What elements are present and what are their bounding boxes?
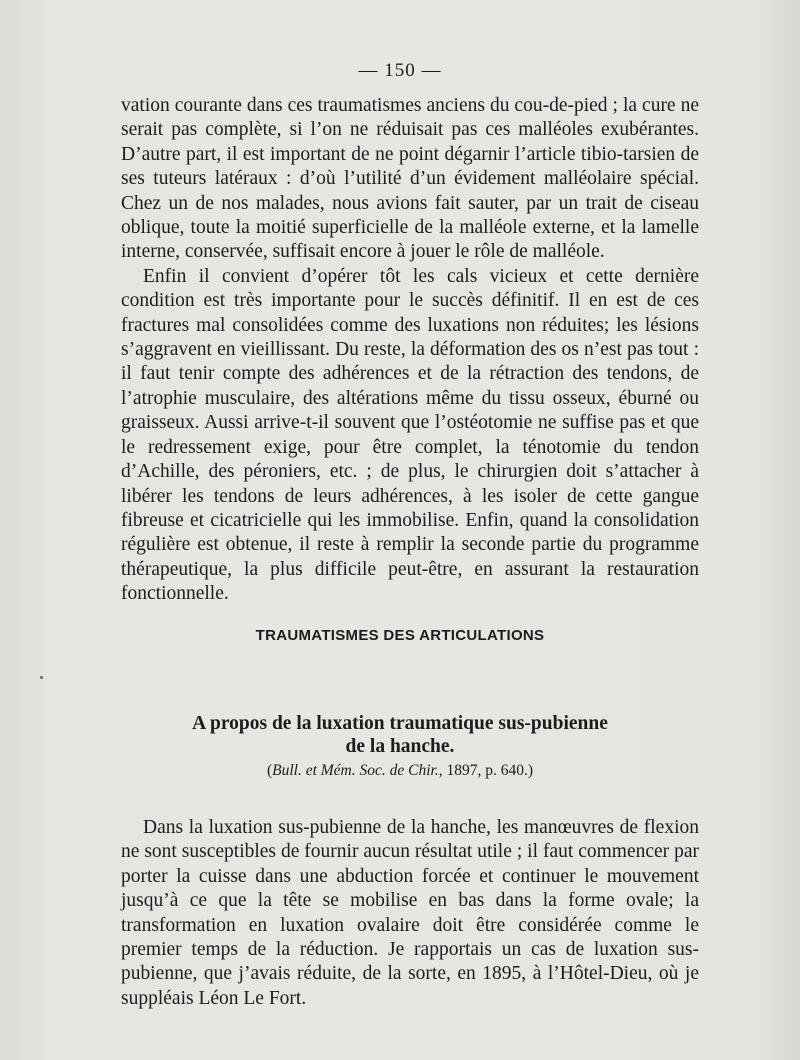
article-title-line-1: A propos de la luxation traumatique sus-pubienne [192,713,608,734]
article-title [0,712,800,758]
body-text-top [121,94,699,607]
print-speck [40,676,43,679]
bibliographic-reference [0,762,800,780]
paragraph-cals-vicieux: Enfin il convient d’opérer tôt les cals vicieux et cette dernière condition est très importante pour le succès définitif. Il en est de ces fractures mal consolidées comme des luxations non réduites; les lésions s’aggravent en vieillissant. Du reste, la déformation des os n’est pas tout : il faut tenir compte des adhérences et de la rétraction des tendons, de l’atrophie musculaire, des altérations même du tissu osseux, éburné ou graisseux. Aussi arrive-t-il souvent que l’ostéotomie ne suffise pas et que le redressement exige, pour être complet, la ténotomie du tendon d’Achille, des péroniers, etc. ; de plus, le chirurgien doit s’attacher à libérer les tendons de leurs adhérences, à les isoler de cette gangue fibreuse et cicatricielle qui les immobilise. Enfin, quand la consolidation régulière est obtenue, il reste à remplir la seconde partie du programme thérapeutique, la plus difficile peut-être, en assurant la restauration fonctionnelle. [121,265,699,605]
section-heading: TRAUMATISMES DES ARTICULATIONS [255,627,545,644]
article-title-line-2: de la hanche. [345,736,455,757]
body-text-bottom [121,816,699,1011]
reference-open: ( [266,762,273,779]
reference-details: , 1897, p. 640.) [438,762,534,779]
page-number: — 150 — [358,60,442,81]
reference-journal: Bull. et Mém. Soc. de Chir. [272,762,439,779]
paragraph-continued: vation courante dans ces traumatismes anciens du cou-de-pied ; la cure ne serait pas complète, si l’on ne réduisait pas ces malléoles exubérantes. D’autre part, il est important de ne point dégarnir l’article tibio-tarsien de ses tuteurs latéraux : d’où l’utilité d’un évidement malléolaire spécial. Chez un de nos malades, nous avions fait sauter, par un trait de ciseau oblique, toute la moitié superficielle de la malléole externe, et la lamelle interne, conservée, suffisait encore à jouer le rôle de malléole. [121,95,699,263]
paragraph-luxation: Dans la luxation sus-pubienne de la hanche, les manœuvres de flexion ne sont susceptibles de fournir aucun résultat utile ; il faut commencer par porter la cuisse dans une abduction forcée et continuer le mouvement jusqu’à ce que la tête se mobilise en bas dans la forme ovale; la transformation en luxation ovalaire doit être considérée comme le premier temps de la réduction. Je rapportais un cas de luxation sus-pubienne, que j’avais réduite, de la sorte, en 1895, à l’Hôtel-Dieu, où je suppléais Léon Le Fort. [121,817,699,1009]
